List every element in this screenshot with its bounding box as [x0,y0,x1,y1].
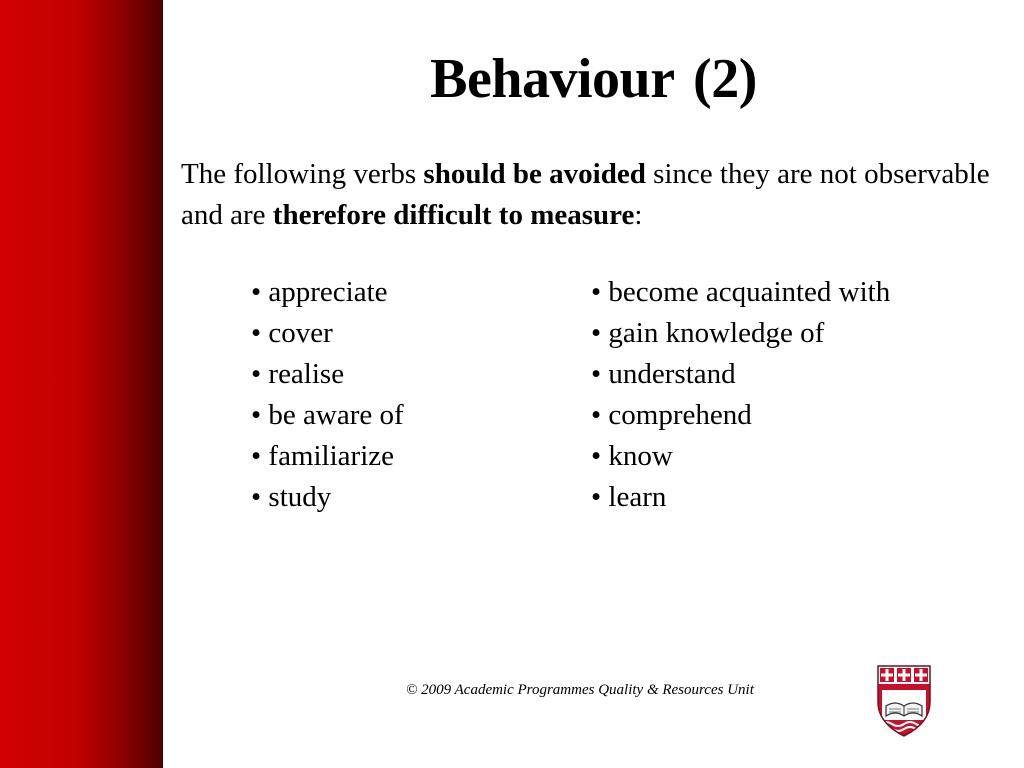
university-crest-icon [876,664,932,738]
verb-label: become acquainted with [608,276,891,308]
bullet: • [251,440,262,472]
verb-label: study [268,481,332,513]
copyright-footer: © 2009 Academic Programmes Quality & Resources Unit [406,682,754,698]
verb-label: be aware of [268,399,404,431]
list-item [251,477,404,518]
right-verb-list [591,272,890,518]
bullet: • [591,399,602,431]
bullet: • [251,481,262,513]
bullet: • [591,276,602,308]
bullet: • [251,276,262,308]
bullet: • [591,317,602,349]
intro-bold-1: should be avoided [423,158,646,190]
list-item [251,354,404,395]
verb-label: appreciate [268,276,388,308]
list-item [591,436,890,477]
bullet: • [591,358,602,390]
intro-bold-2: therefore difficult to measure [272,199,635,231]
verb-label: learn [608,481,667,513]
verb-label: realise [268,358,345,390]
list-item [591,272,890,313]
list-item [591,354,890,395]
bullet: • [251,399,262,431]
bullet: • [591,440,602,472]
list-item [591,313,890,354]
intro-text-3: : [634,199,643,231]
intro-text-2: since they are not observable and are [181,158,990,231]
verb-label: know [608,440,673,472]
intro-paragraph [181,154,1011,236]
list-item [251,395,404,436]
verb-label: comprehend [608,399,752,431]
intro-text-1: The following verbs [181,158,424,190]
verb-label: familiarize [268,440,394,472]
list-item [251,272,404,313]
slide-title: Behaviour (2) [430,48,757,110]
bullet: • [591,481,602,513]
verb-label: gain knowledge of [608,317,825,349]
list-item [591,395,890,436]
list-item [591,477,890,518]
list-item [251,436,404,477]
verb-label: understand [608,358,736,390]
bullet: • [251,317,262,349]
verb-label: cover [268,317,333,349]
left-verb-list [251,272,404,518]
list-item [251,313,404,354]
red-gradient-sidebar [0,0,163,768]
bullet: • [251,358,262,390]
